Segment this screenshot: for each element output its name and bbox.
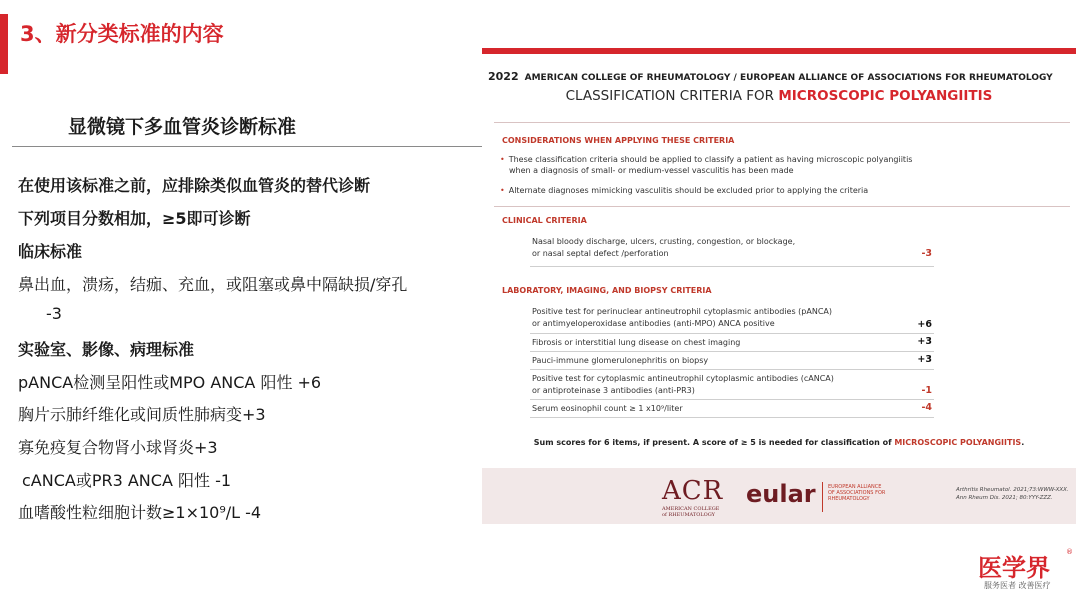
consideration-bullet-2: • Alternate diagnoses mimicking vasculitis should be excluded prior to applying the criteria — [500, 186, 869, 195]
criteria-score: -4 — [921, 402, 932, 413]
left-line-nasal: 鼻出血，溃疡，结痂、充血，或阻塞或鼻中隔缺损/穿孔 — [18, 275, 408, 294]
panel-divider — [494, 122, 1070, 123]
acr-logo: ACR — [662, 476, 724, 506]
brand-registered-mark: ® — [1066, 548, 1073, 556]
panel-footer — [482, 468, 1076, 524]
panel-subtitle — [482, 88, 1076, 104]
left-line-exclusion: 在使用该标准之前，应排除类似血管炎的替代诊断 — [18, 176, 371, 195]
panel-top-bar — [482, 48, 1076, 54]
panel-divider — [494, 206, 1070, 207]
slide-title: 3、新分类标准的内容 — [20, 22, 224, 46]
row-separator — [530, 417, 934, 418]
criteria-row: Pauci-immune glomerulonephritis on biopsy — [532, 356, 709, 365]
title-accent-bar — [0, 14, 8, 74]
row-separator — [530, 266, 934, 267]
criteria-score: +3 — [917, 336, 932, 347]
acr-logo-subtext: AMERICAN COLLEGE of RHEUMATOLOGY — [662, 506, 720, 518]
considerations-title: CONSIDERATIONS WHEN APPLYING THESE CRITERIA — [502, 136, 735, 145]
lab-criteria-title: LABORATORY, IMAGING, AND BIOPSY CRITERIA — [502, 286, 712, 295]
row-separator — [530, 351, 934, 352]
consideration-bullet-1: • These classification criteria should be applied to classify a patient as having microscopic polyangiitis when a diagnosis of small- or medium-vessel vasculitis has been made — [500, 155, 913, 175]
criteria-row: Nasal bloody discharge, ulcers, crusting, congestion, or blockage, or nasal septal defect /perforation — [532, 237, 796, 258]
clinical-criteria-title: CLINICAL CRITERIA — [502, 216, 587, 225]
row-separator — [530, 333, 934, 334]
left-line-panca: pANCA检测呈阳性或MPO ANCA 阳性 +6 — [18, 373, 322, 392]
panel-subtitle-plain: CLASSIFICATION CRITERIA FOR — [565, 88, 779, 104]
bullet-dot-icon: • — [500, 155, 505, 164]
criteria-score: +6 — [917, 319, 932, 330]
left-line-canca: cANCA或PR3 ANCA 阳性 -1 — [22, 471, 232, 490]
left-line-fibrosis: 胸片示肺纤维化或间质性肺病变+3 — [18, 405, 266, 424]
eular-logo: eular — [746, 480, 816, 508]
left-line-nasal-score: -3 — [46, 304, 62, 323]
panel-year: 2022 — [488, 70, 519, 83]
left-line-sum-rule: 下列项目分数相加，≥5即可诊断 — [18, 209, 251, 228]
left-heading: 显微镜下多血管炎诊断标准 — [68, 116, 297, 138]
left-line-pauci: 寡免疫复合物肾小球肾炎+3 — [18, 438, 218, 457]
eular-logo-subtext: EUROPEAN ALLIANCE OF ASSOCIATIONS FOR RHEUMATOLOGY — [828, 484, 886, 502]
brand-logo: 医学界 — [978, 554, 1050, 582]
criteria-row: Positive test for perinuclear antineutrophil cytoplasmic antibodies (pANCA) or antimyeloperoxidase antibodies (anti-MPO) ANCA positive — [532, 307, 833, 328]
panel-org: AMERICAN COLLEGE OF RHEUMATOLOGY / EUROPEAN ALLIANCE OF ASSOCIATIONS FOR RHEUMATOLOGY — [524, 73, 1053, 83]
citation: Arthritis Rheumatol. 2021;73:WWW-XXX. Ann Rheum Dis. 2021; 80:YYY-ZZZ. — [956, 487, 1069, 501]
criteria-score: -1 — [921, 385, 932, 396]
eular-logo-divider — [822, 482, 823, 512]
criteria-row: Fibrosis or interstitial lung disease on chest imaging — [532, 338, 741, 347]
row-separator — [530, 399, 934, 400]
left-line-clinical-header: 临床标准 — [18, 242, 83, 261]
criteria-score: -3 — [921, 248, 932, 259]
left-line-eosinophil: 血嗜酸性粒细胞计数≥1×10⁹/L -4 — [18, 503, 262, 522]
panel-subtitle-red: MICROSCOPIC POLYANGIITIS — [778, 88, 993, 104]
left-line-lab-header: 实验室、影像、病理标准 — [18, 340, 195, 359]
brand-tagline: 服务医者 改善医疗 — [984, 581, 1051, 590]
criteria-row: Serum eosinophil count ≥ 1 x10⁹/liter — [532, 404, 683, 413]
bullet-dot-icon: • — [500, 186, 505, 195]
criteria-row: Positive test for cytoplasmic antineutrophil cytoplasmic antibodies (cANCA) or antiproteinase 3 antibodies (anti-PR3) — [532, 374, 834, 395]
criteria-panel — [482, 48, 1076, 524]
left-divider — [12, 146, 482, 147]
sum-scores-note: Sum scores for 6 items, if present. A score of ≥ 5 is needed for classification of MICROSCOPIC POLYANGIITIS. — [533, 438, 1025, 447]
row-separator — [530, 369, 934, 370]
panel-org-line — [488, 70, 1070, 83]
criteria-score: +3 — [917, 354, 932, 365]
